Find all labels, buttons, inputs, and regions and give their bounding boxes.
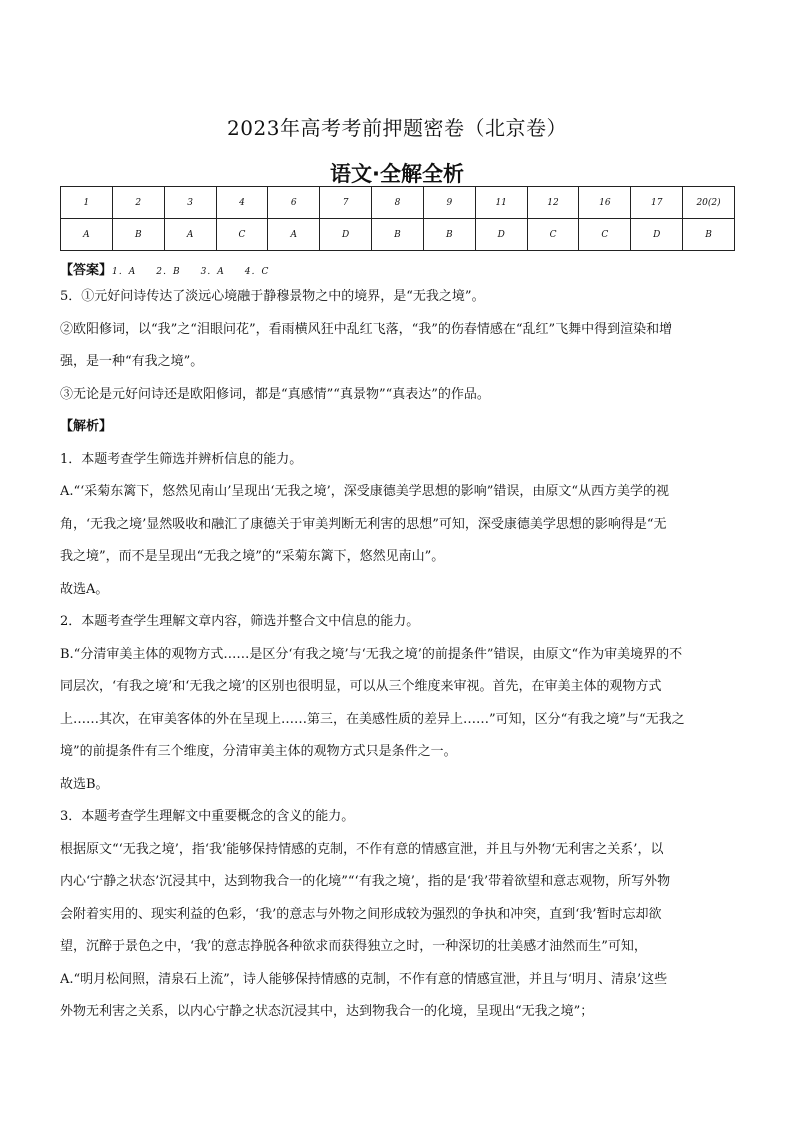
text-line: 5．①元好问诗传达了淡远心境融于静穆景物之中的境界，是“无我之境”。 — [60, 289, 485, 304]
text-line: 内心‘宁静之状态’沉浸其中，达到物我合一的化境”“‘有我之境’，指的是‘我’带着欲望和意志观物，所写外物 — [60, 874, 671, 889]
text-line: 外物无利害之关系，以内心宁静之状态沉浸其中，达到物我合一的化境，呈现出“无我之境”； — [60, 1004, 594, 1019]
question-number-cell: 20(2) — [683, 187, 735, 219]
answer-cell: C — [579, 219, 631, 251]
text-line: 根据原文“‘无我之境’，指‘我’能够保持情感的克制，不作有意的情感宣泄，并且与外物‘无利害之关系’，以 — [60, 841, 664, 857]
answer-cell: A — [164, 219, 216, 251]
exam-title: 2023年高考考前押题密卷（北京卷） — [227, 116, 567, 140]
table-row-answers — [61, 219, 735, 251]
question-number-cell: 4 — [216, 187, 268, 219]
answer-cell: A — [61, 219, 113, 251]
question-number-cell: 7 — [320, 187, 372, 219]
answer-cell: C — [216, 219, 268, 251]
text-line: 3．本题考查学生理解文中重要概念的含义的能力。 — [60, 809, 355, 824]
answer-cell: B — [683, 219, 735, 251]
text-line: 同层次，‘有我之境’和‘无我之境’的区别也很明显，可以从三个维度来审视。首先，在审美主体的观物方式 — [60, 679, 662, 694]
question-number-cell: 1 — [61, 187, 113, 219]
question-number-cell: 16 — [579, 187, 631, 219]
answer-short-list: 1．A 2．B 3．A 4．C — [112, 267, 270, 277]
question-number-cell: 17 — [631, 187, 683, 219]
answer-cell: D — [631, 219, 683, 251]
text-line: 1．本题考查学生筛选并辨析信息的能力。 — [60, 451, 303, 467]
answer-summary-line — [60, 258, 735, 284]
analysis-heading: 【解析】 — [60, 419, 113, 434]
answer-cell: C — [527, 219, 579, 251]
text-line: B.“分清审美主体的观物方式……是区分‘有我之境’与‘无我之境’的前提条件”错误，由原文“作为审美境界的不 — [60, 646, 683, 662]
answer-heading: 【答案】 — [60, 263, 113, 278]
text-line: 我之境”，而不是呈现出“无我之境”的“采菊东篱下，悠然见南山”。 — [60, 549, 445, 564]
text-line: 2．本题考查学生理解文章内容，筛选并整合文中信息的能力。 — [60, 614, 420, 629]
question-number-cell: 12 — [527, 187, 579, 219]
text-line: 望，沉醉于景色之中，‘我’的意志挣脱各种欲求而获得独立之时，一种深切的壮美感才油然而生”可知， — [60, 939, 647, 954]
exam-subtitle: 语文·全解全析 — [330, 162, 464, 186]
text-line: 角，‘无我之境’显然吸收和融汇了康德关于审美判断无利害的思想”可知，深受康德美学思想的影响得是“无 — [60, 516, 667, 532]
answer-cell: D — [475, 219, 527, 251]
text-line: 上……其次，在审美客体的外在呈现上……第三，在美感性质的差异上……”可知，区分“有我之境”与“无我之 — [60, 711, 685, 727]
answer-table — [60, 186, 735, 251]
answer-cell: B — [423, 219, 475, 251]
text-line: ③无论是元好问诗还是欧阳修词，都是“真感情”“真景物”“真表达”的作品。 — [60, 386, 490, 402]
answer-cell: B — [112, 219, 164, 251]
question-number-cell: 2 — [112, 187, 164, 219]
answer-cell: A — [268, 219, 320, 251]
text-line: 故选A。 — [60, 581, 109, 597]
text-line: 境”的前提条件有三个维度，分清审美主体的观物方式只是条件之一。 — [60, 744, 457, 759]
answer-cell: D — [320, 219, 372, 251]
question-number-cell: 3 — [164, 187, 216, 219]
table-row-question-numbers — [61, 187, 735, 219]
question-number-cell: 9 — [423, 187, 475, 219]
text-line: A.“‘采菊东篱下，悠然见南山’呈现出‘无我之境’，深受康德美学思想的影响”错误，由原文“从西方美学的视 — [60, 484, 669, 499]
answer-cell: B — [372, 219, 424, 251]
text-line: 强，是一种“有我之境”。 — [60, 354, 204, 369]
question-number-cell: 8 — [372, 187, 424, 219]
analysis-body — [60, 258, 735, 1032]
text-line: A.“明月松间照，清泉石上流”，诗人能够保持情感的克制，不作有意的情感宣泄，并且与‘明月、清泉’这些 — [60, 971, 668, 987]
question-number-cell: 11 — [475, 187, 527, 219]
question-number-cell: 6 — [268, 187, 320, 219]
text-line: 故选B。 — [60, 776, 109, 792]
text-line: ②欧阳修词，以“我”之“泪眼问花”，看雨横风狂中乱红飞落，“我”的伤春情感在“乱红”飞舞中得到渲染和增 — [60, 321, 673, 337]
text-line: 会附着实用的、现实利益的色彩，‘我’的意志与外物之间形成较为强烈的争执和冲突，直到‘我’暂时忘却欲 — [60, 906, 662, 922]
